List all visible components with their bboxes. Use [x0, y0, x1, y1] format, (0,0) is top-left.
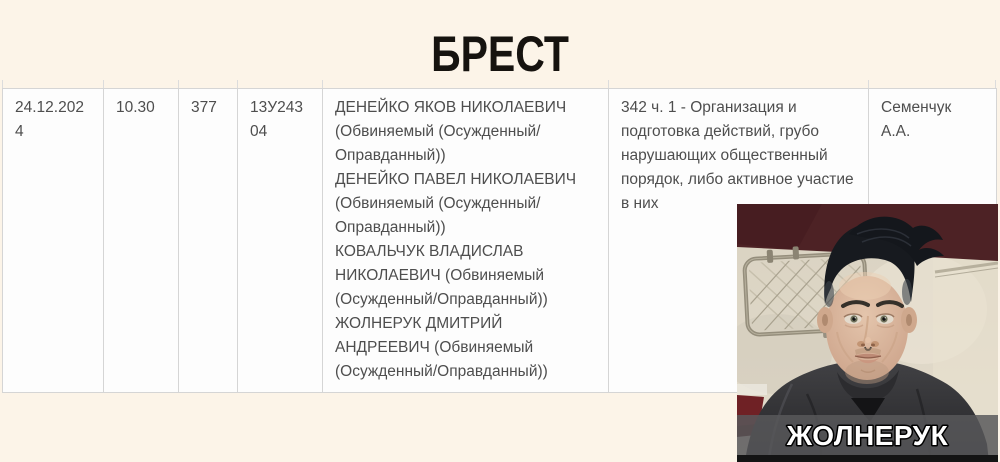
defendant-entry — [335, 312, 596, 384]
defendant-entry — [335, 240, 596, 312]
table-column-border-stub — [995, 80, 996, 88]
table-column-border-stub — [322, 80, 323, 88]
defendant-status: (Обвиняемый (Осужденный/Оправданный)) — [335, 267, 548, 308]
cell-case-code: 13У24304 — [238, 89, 323, 393]
defendant-name: ДЕНЕЙКО ЯКОВ НИКОЛАЕВИЧ — [335, 99, 567, 116]
table-column-border-stub — [868, 80, 869, 88]
cell-judge: Семенчук А.А. — [869, 89, 997, 393]
seat-trim — [737, 384, 767, 395]
table-column-border-stub — [178, 80, 179, 88]
defendant-entry — [335, 96, 596, 168]
page-title: БРЕСТ — [431, 26, 569, 82]
table-column-border-stub — [103, 80, 104, 88]
defendant-name: ДЕНЕЙКО ПАВЕЛ НИКОЛАЕВИЧ — [335, 171, 577, 188]
defendant-photo-illustration — [737, 204, 998, 462]
table-column-border-stub — [2, 80, 3, 88]
defendant-name: ЖОЛНЕРУК ДМИТРИЙ АНДРЕЕВИЧ — [335, 315, 503, 356]
photo-caption-text: ЖОЛНЕРУК — [786, 420, 949, 451]
cell-time: 10.30 — [104, 89, 179, 393]
cell-date: 24.12.2024 — [3, 89, 104, 393]
defendant-photo — [737, 204, 998, 462]
defendant-status: (Обвиняемый (Осужденный/Оправданный)) — [335, 195, 541, 236]
table-column-border-stub — [608, 80, 609, 88]
defendant-name: КОВАЛЬЧУК ВЛАДИСЛАВ НИКОЛАЕВИЧ — [335, 243, 524, 284]
defendant-status: (Обвиняемый (Осужденный/Оправданный)) — [335, 123, 541, 164]
cell-defendants — [323, 89, 609, 393]
photo-bottom-strip — [737, 455, 998, 462]
defendant-entry — [335, 168, 596, 240]
table-column-border-stub — [237, 80, 238, 88]
cell-charge: 342 ч. 1 - Организация и подготовка действий, грубо нарушающих общественный порядок, либо активное участие в них — [609, 89, 869, 393]
defendant-status: (Обвиняемый (Осужденный/Оправданный)) — [335, 339, 548, 380]
cell-number: 377 — [179, 89, 238, 393]
